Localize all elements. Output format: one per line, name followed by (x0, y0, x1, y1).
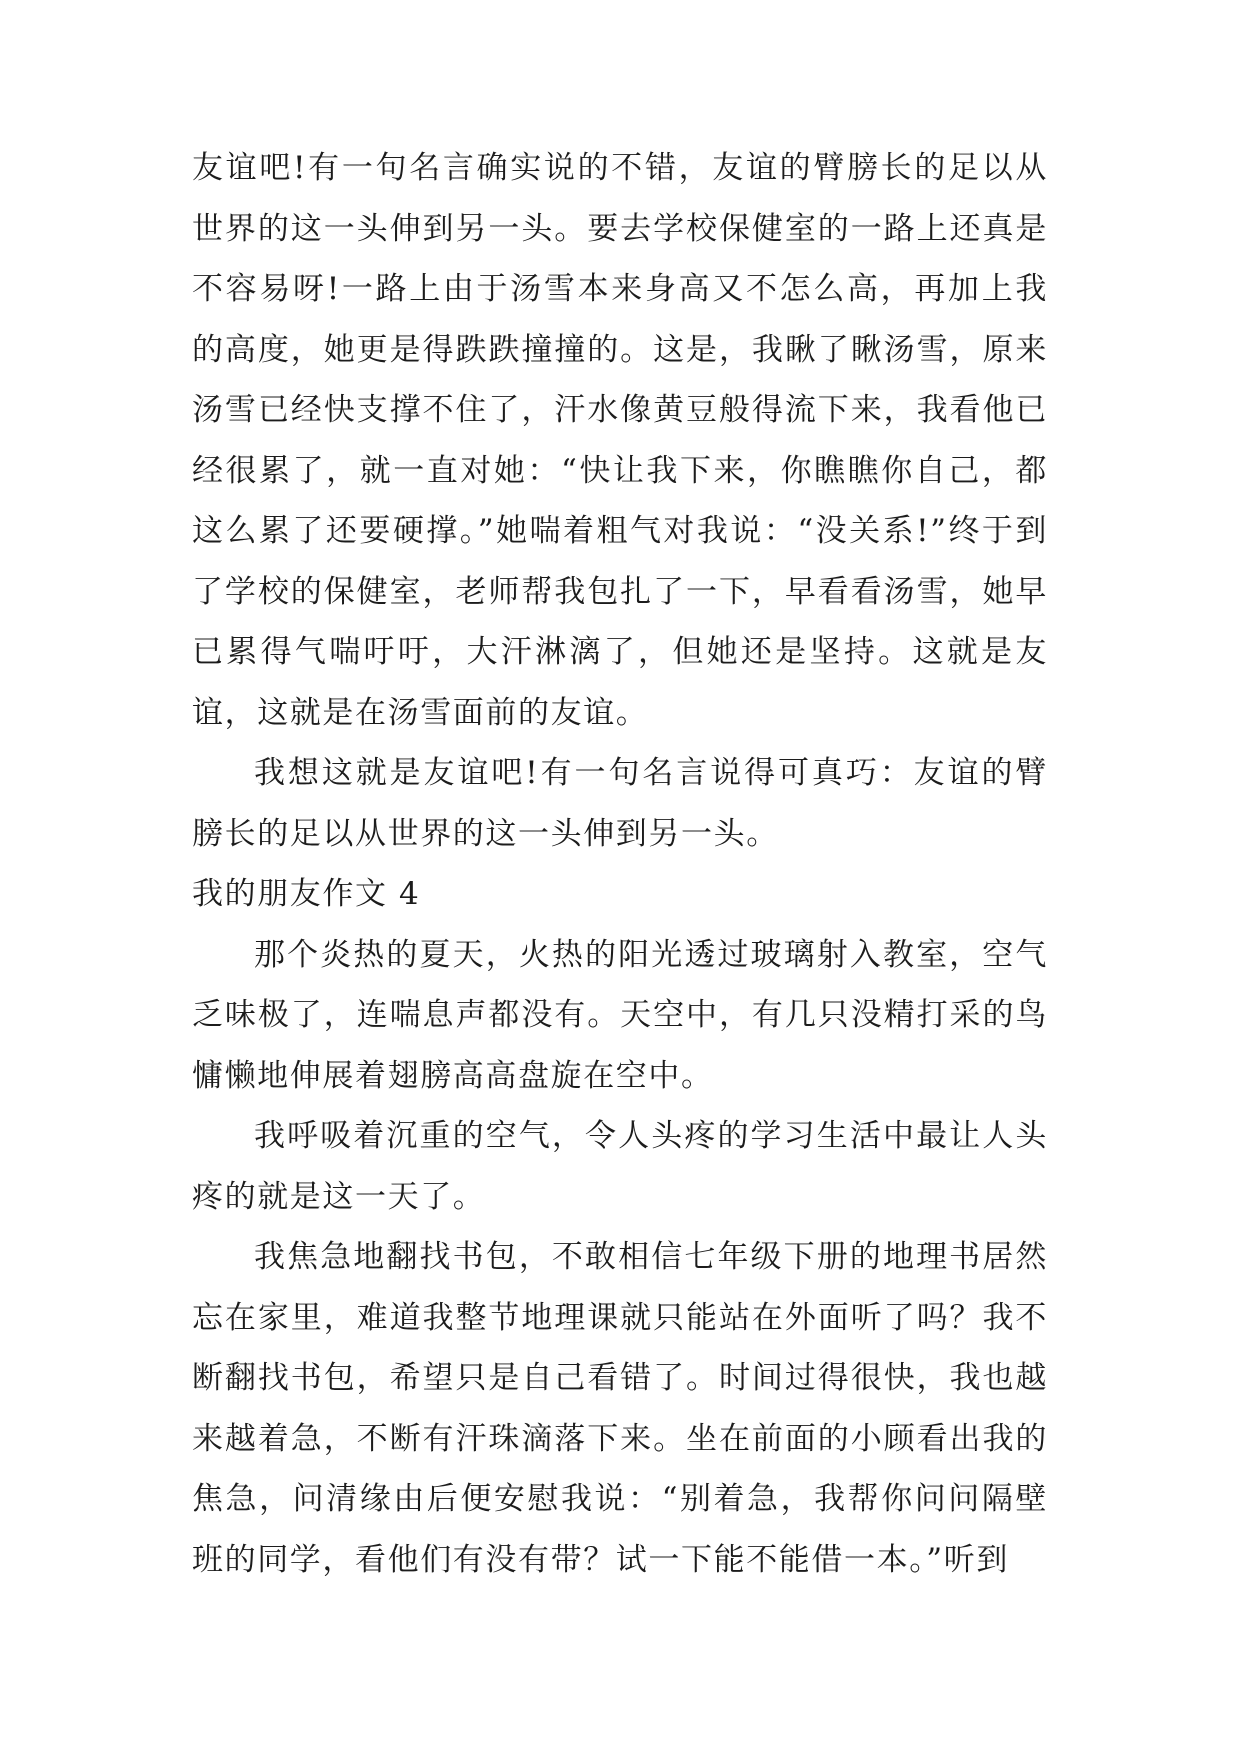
paragraph-heavy-air: 我呼吸着沉重的空气，令人头疼的学习生活中最让人头疼的就是这一天了。 (192, 1118, 1048, 1215)
paragraph-friendship-story: 友谊吧!有一句名言确实说的不错，友谊的臂膀长的足以从世界的这一头伸到另一头。要去学校保健室的一路上还真是不容易呀!一路上由于汤雪本来身高又不怎么高，再加上我的高度，她更是得跌跌撞撞的。这是，我瞅了瞅汤雪，原来汤雪已经快支撑不住了，汗水像黄豆般得流下来，我看他已经很累了，就一直对她：“快让我下来，你瞧瞧你自己，都这么累了还要硬撑。”她喘着粗气对我说：“没关系!”终于到了学校的保健室，老师帮我包扎了一下，早看看汤雪，她早已累得气喘吁吁，大汗淋漓了，但她还是坚持。这就是友谊，这就是在汤雪面前的友谊。 (192, 150, 1048, 731)
paragraph-friendship-conclusion: 我想这就是友谊吧!有一句名言说得可真巧：友谊的臂膀长的足以从世界的这一头伸到另一头。 (192, 755, 1048, 852)
document-page (192, 138, 1048, 1590)
paragraph-summer-day: 那个炎热的夏天，火热的阳光透过玻璃射入教室，空气乏味极了，连喘息声都没有。天空中，有几只没精打采的鸟慵懒地伸展着翅膀高高盘旋在空中。 (192, 936, 1048, 1094)
paragraph-missing-book: 我焦急地翻找书包，不敢相信七年级下册的地理书居然忘在家里，难道我整节地理课就只能站在外面听了吗？我不断翻找书包，希望只是自己看错了。时间过得很快，我也越来越着急，不断有汗珠滴落下来。坐在前面的小顾看出我的焦急，问清缘由后便安慰我说：“别着急，我帮你问问隔壁班的同学，看他们有没有带？试一下能不能借一本。”听到 (192, 1239, 1048, 1578)
section-title: 我的朋友作文 4 (192, 876, 421, 912)
